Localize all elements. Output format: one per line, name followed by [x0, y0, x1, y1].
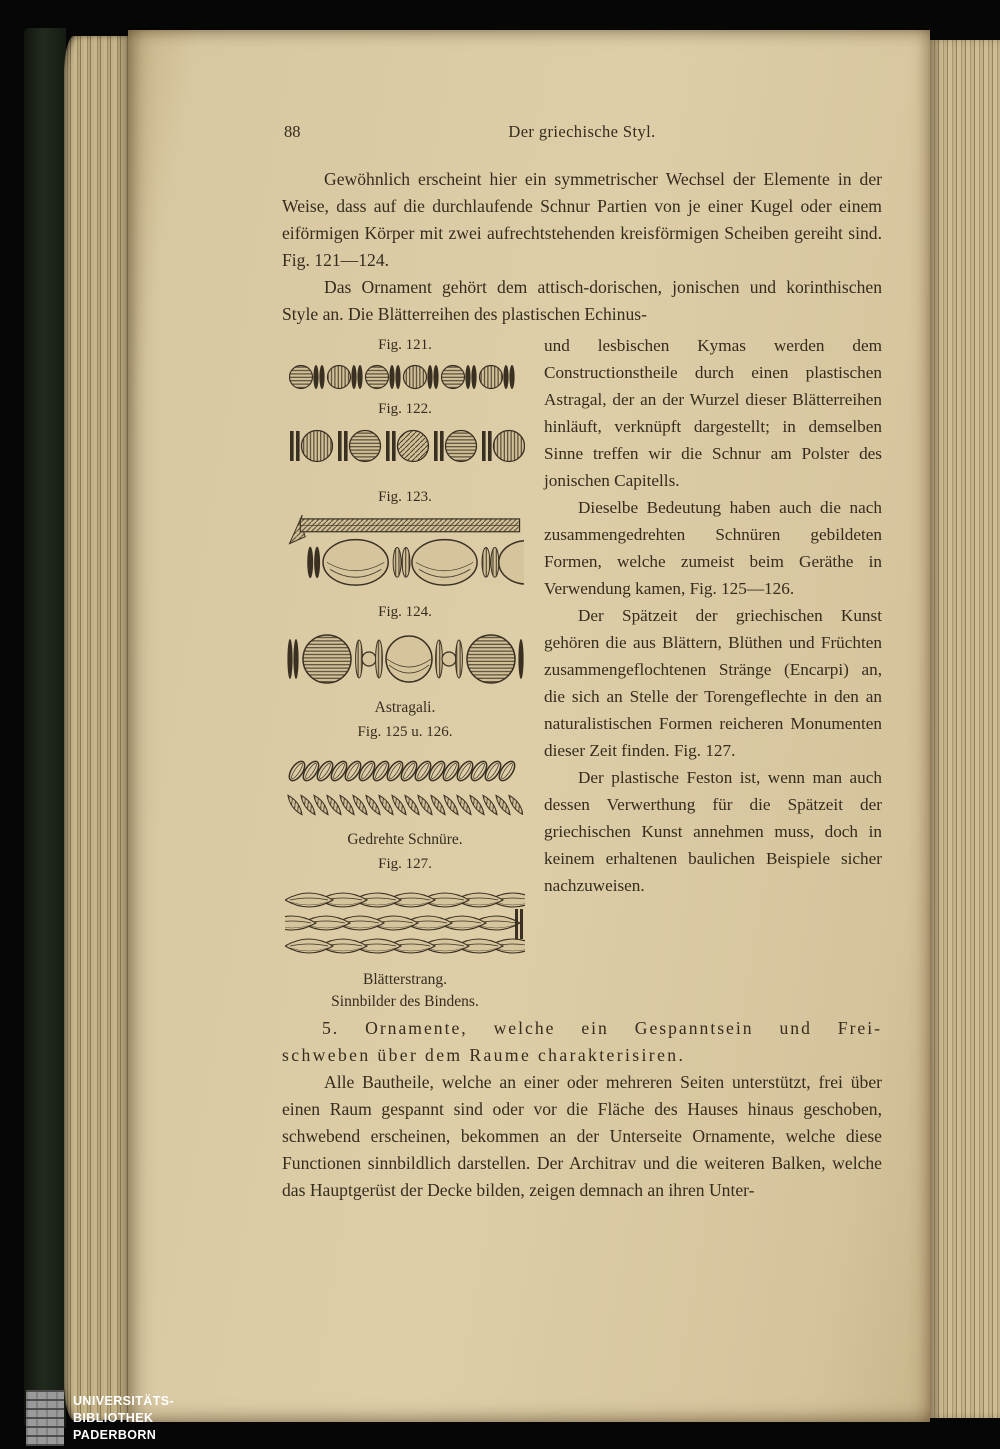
watermark-line-1: UNIVERSITÄTS-: [73, 1393, 175, 1408]
text-column: [544, 332, 882, 1013]
page-edges-left: [64, 36, 130, 1420]
column-paragraph-3: Der Spätzeit der griechischen Kunst gehören die aus Blättern, Blüthen und Früchten zusammengeflochtenen Stränge (Encarpi) an, die sich an Stelle der Torengeflechte in den an naturalistischen Formen reicheren Monumenten dieser Zeit finden. Fig. 127.: [544, 606, 882, 760]
section-heading: [282, 1015, 882, 1069]
book-page: [128, 30, 930, 1422]
fig-123-caption: Fig. 123.: [378, 489, 432, 505]
fig-124-bead-spool-image: [285, 629, 525, 689]
fig-121-caption: Fig. 121.: [378, 337, 432, 353]
final-paragraph: Alle Bautheile, welche an einer oder mehreren Seiten unterstützt, frei über einen Raum gespannt sind oder vor die Fläche des Hauses hinaus geschoben, schwebend erscheinen, bekommen an der Unterseite Ornamente, welche diese Functionen sinnbildlich darstellen. Der Architrav und die weiteren Balken, welche das Hauptgerüst der Decke bilden, zeigen demnach an ihren Unter-: [282, 1072, 882, 1200]
section-heading-line-2: schweben über dem Raume charakterisiren.: [282, 1045, 686, 1065]
watermark-line-3: PADERBORN: [73, 1427, 157, 1442]
book-cover-edge: [24, 28, 66, 1428]
library-logo: [26, 1390, 64, 1446]
astragali-label: Astragali.: [374, 699, 436, 716]
running-title: Der griechische Styl.: [508, 122, 656, 141]
fig-124-caption: Fig. 124.: [378, 604, 432, 620]
library-name: [73, 1393, 174, 1444]
page-edges-right: [930, 40, 1000, 1418]
gedrehte-schnuere-label: Gedrehte Schnüre.: [347, 831, 463, 848]
paragraph-2: Das Ornament gehört dem attisch-dorischen, jonischen und korinthischen Style an. Die Blätterreihen des plastischen Echinus-: [282, 277, 882, 324]
fig-122-caption: Fig. 122.: [378, 401, 432, 417]
fig-126-twisted-cord-image: [287, 791, 523, 819]
fig-122-disc-band-image: [285, 428, 525, 464]
paragraph-1: Gewöhnlich erscheint hier ein symmetrischer Wechsel der Elemente in der Weise, dass auf die durchlaufende Schnur Partien von je einer Kugel oder einem eiförmigen Körper mit zwei aufrechtstehenden kreisförmigen Scheiben gereiht sind. Fig. 121—124.: [282, 169, 882, 270]
body-text: [282, 166, 882, 1204]
figure-column: [282, 332, 528, 1013]
blaetterstrang-label: Blätterstrang.: [363, 971, 447, 988]
fig-125-twisted-cord-image: [287, 759, 523, 783]
fig-125-126-caption: Fig. 125 u. 126.: [357, 724, 453, 740]
page-header: [282, 122, 882, 144]
column-paragraph-1: und lesbischen Kymas werden dem Constructionstheile durch einen plastischen Astragal, der an der Wurzel dieser Blätterreihen hinläuft, verknüpft dargestellt; in demselben Sinne treffen wir die Schnur am Polster des jonischen Capitells.: [544, 336, 882, 490]
fig-127-caption: Fig. 127.: [378, 856, 432, 872]
page-number: 88: [284, 122, 301, 141]
watermark-line-2: BIBLIOTHEK: [73, 1410, 154, 1425]
section-heading-line-1: 5. Ornamente, welche ein Gespanntsein und Frei-: [322, 1018, 882, 1038]
fig-127-leaf-strand-image: [285, 887, 525, 959]
figure-and-text-columns: [282, 332, 882, 1013]
column-paragraph-2: Dieselbe Bedeutung haben auch die nach zusammengedrehten Schnüren gebildeten Formen, welche zumeist beim Geräthe in Verwendung kamen, Fig. 125—126.: [544, 498, 882, 598]
sinnbilder-label: Sinnbilder des Bindens.: [331, 993, 479, 1010]
library-watermark: [26, 1390, 174, 1446]
column-paragraph-4: Der plastische Feston ist, wenn man auch dessen Verwerthung für die Spätzeit der griechischen Kunst annehmen muss, doch in keinem erhaltenen baulichen Beispiele sicher nachzuweisen.: [544, 768, 882, 895]
fig-123-astragal-profile-image: [286, 512, 524, 591]
fig-121-bead-and-reel-image: [289, 362, 521, 392]
